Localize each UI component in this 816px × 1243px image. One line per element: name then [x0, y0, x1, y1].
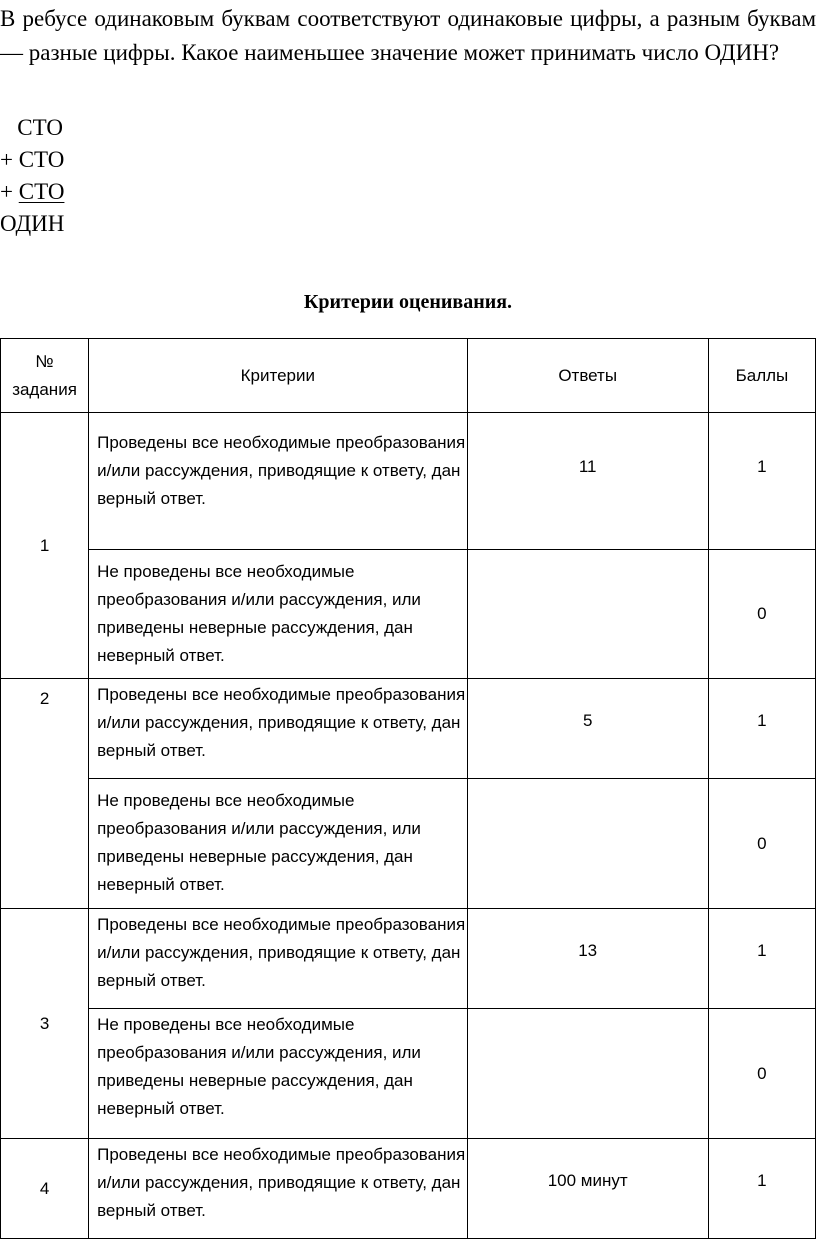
table-row — [1, 1009, 816, 1139]
answer-value: 13 — [467, 909, 708, 1009]
rebus-line-3-word: СТО — [18, 179, 65, 204]
header-points: Баллы — [708, 339, 815, 413]
points-correct: 1 — [708, 413, 815, 550]
table-row — [1, 413, 816, 550]
rebus — [0, 112, 64, 240]
criteria-table — [0, 338, 816, 1239]
table-row — [1, 909, 816, 1009]
answer-empty — [467, 1009, 708, 1139]
task-number: 1 — [1, 413, 89, 679]
rebus-line-4: ОДИН — [0, 211, 65, 236]
criteria-correct: Проведены все необходимые преобразования и/или рассуждения, приводящие к ответу, дан верный ответ. — [89, 909, 467, 1009]
points-correct: 1 — [708, 679, 815, 779]
rebus-line-2: + СТО — [0, 147, 65, 172]
criteria-wrong: Не проведены все необходимые преобразования и/или рассуждения, или приведены неверные рассуждения, дан неверный ответ. — [89, 779, 467, 909]
rebus-line-3 — [0, 176, 64, 208]
table-row — [1, 1139, 816, 1239]
header-task-number: № задания — [1, 339, 89, 413]
answer-value: 5 — [467, 679, 708, 779]
task-number: 2 — [1, 679, 89, 909]
criteria-wrong: Не проведены все необходимые преобразования и/или рассуждения, или приведены неверные рассуждения, дан неверный ответ. — [89, 1009, 467, 1139]
task-number: 4 — [1, 1139, 89, 1239]
table-row — [1, 779, 816, 909]
points-correct: 1 — [708, 1139, 815, 1239]
table-header-row — [1, 339, 816, 413]
answer-value: 100 минут — [467, 1139, 708, 1239]
table-row — [1, 679, 816, 779]
header-answers: Ответы — [467, 339, 708, 413]
answer-empty — [467, 779, 708, 909]
criteria-correct: Проведены все необходимые преобразования и/или рассуждения, приводящие к ответу, дан верный ответ. — [89, 413, 467, 550]
points-wrong: 0 — [708, 550, 815, 679]
header-criteria: Критерии — [89, 339, 467, 413]
points-correct: 1 — [708, 909, 815, 1009]
criteria-title: Критерии оценивания. — [303, 291, 513, 313]
rebus-line-1: СТО — [0, 115, 63, 140]
criteria-correct: Проведены все необходимые преобразования и/или рассуждения, приводящие к ответу, дан верный ответ. — [89, 1139, 467, 1239]
points-wrong: 0 — [708, 779, 815, 909]
problem-statement: В ребусе одинаковым буквам соответствуют одинаковые цифры, а разным буквам — разные цифры. Какое наименьшее значение может принимать число ОДИН? — [0, 6, 816, 65]
rebus-line-3-prefix: + — [0, 179, 19, 204]
answer-value: 11 — [467, 413, 708, 550]
task-number: 3 — [1, 909, 89, 1139]
criteria-wrong: Не проведены все необходимые преобразования и/или рассуждения, или приведены неверные рассуждения, дан неверный ответ. — [89, 550, 467, 679]
table-row — [1, 550, 816, 679]
answer-empty — [467, 550, 708, 679]
points-wrong: 0 — [708, 1009, 815, 1139]
criteria-correct: Проведены все необходимые преобразования и/или рассуждения, приводящие к ответу, дан верный ответ. — [89, 679, 467, 779]
